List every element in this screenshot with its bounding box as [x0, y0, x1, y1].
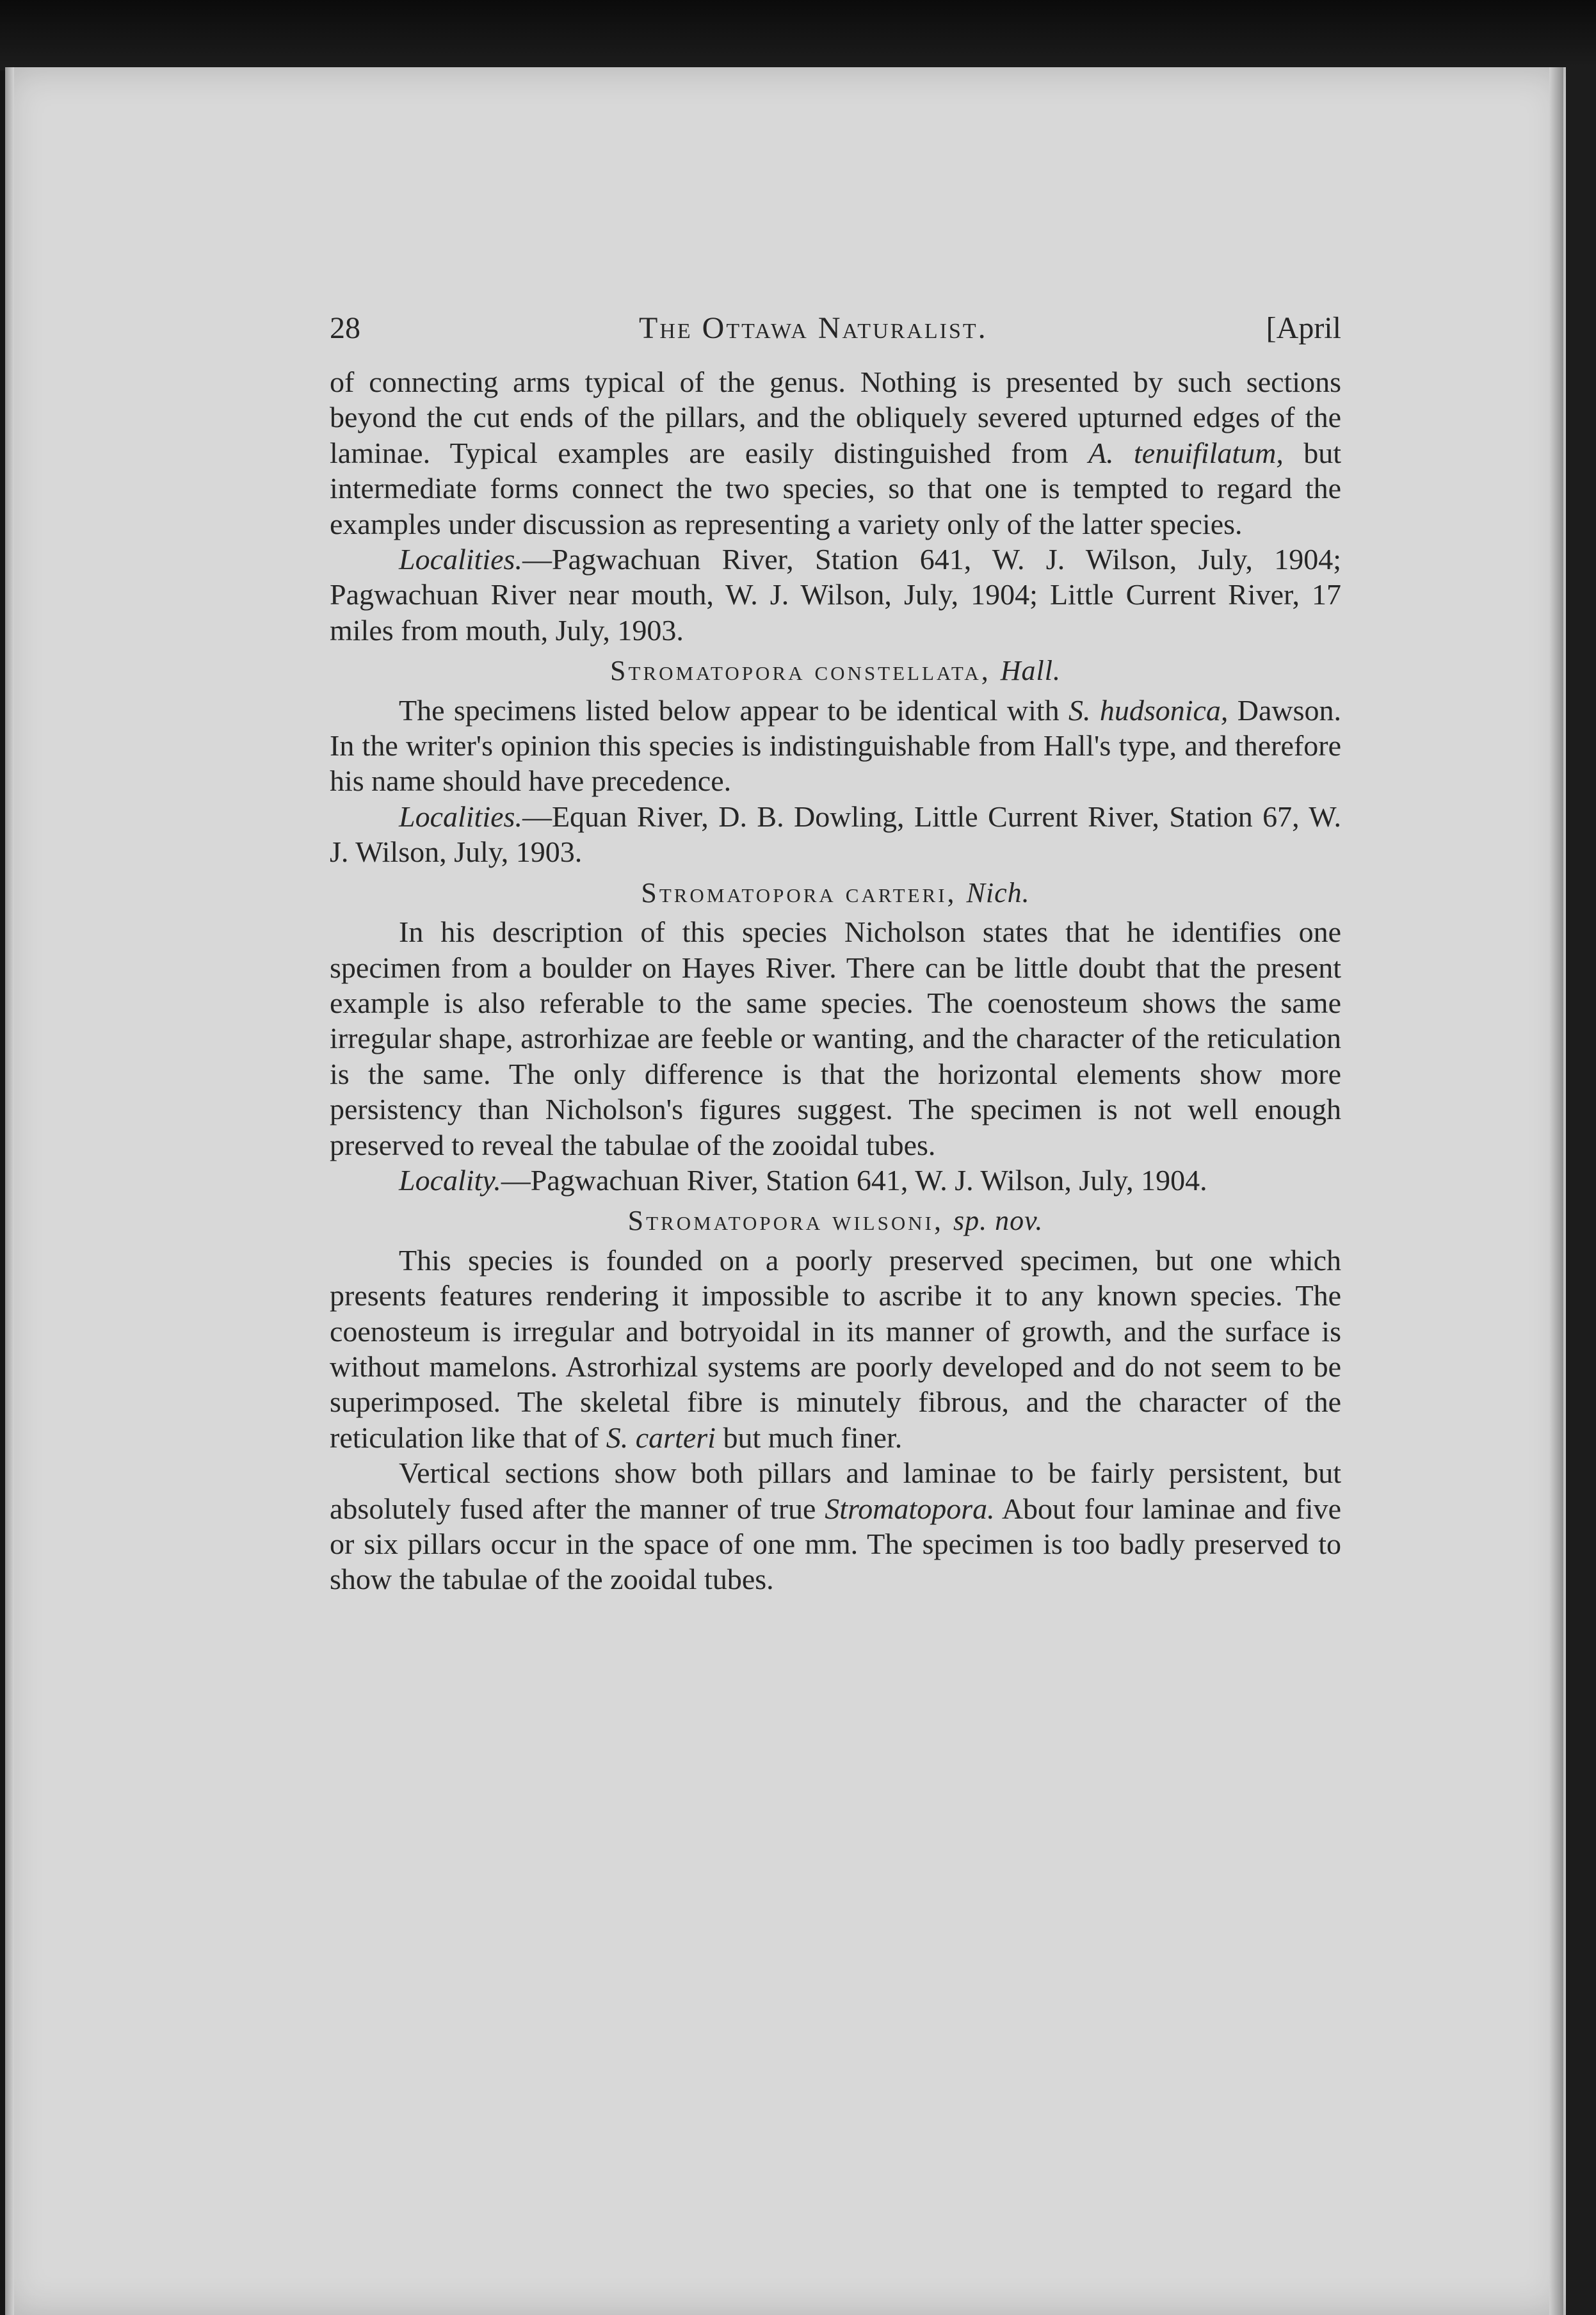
localities-paragraph: Localities.—Equan River, D. B. Dowling, Little Current River, Station 67, W. J. Wilson, July, 1903. — [330, 800, 1341, 869]
localities-paragraph: Localities.—Pagwachuan River, Station 641, W. J. Wilson, July, 1904; Pagwachuan River near mouth, W. J. Wilson, July, 1904; Little Current River, 17 miles from mouth, July, 1903. — [330, 543, 1341, 647]
issue-month: [April — [1266, 311, 1341, 345]
description-paragraph: In his description of this species Nicholson states that he identifies one specimen from a boulder on Hayes River. There can be little doubt that the present example is also referable to the same species. The coenosteum shows the same irregular shape, astrorhizae are feeble or wanting, and the character of the reticulation is the same. The only difference is that the horizontal elements show more persistency than Nicholson's figures suggest. The specimen is not well enough preserved to reveal the tabulae of the zooidal tubes. — [330, 916, 1341, 1161]
page-number: 28 — [330, 311, 360, 345]
species-heading: Stromatopora constellata, Hall. — [610, 655, 1061, 687]
scan-background — [0, 0, 1596, 70]
journal-title: The Ottawa Naturalist. — [639, 311, 988, 345]
localities-label: Localities. — [399, 800, 522, 833]
species-name: A. tenuifilatum, — [1088, 436, 1284, 469]
genus-name: Stromatopora. — [825, 1492, 995, 1525]
page-edge-shadow-left — [5, 67, 14, 2315]
localities-label: Localities. — [399, 543, 522, 576]
running-head — [330, 311, 1341, 364]
page-edge-shadow-right — [1549, 67, 1563, 2315]
species-name: S. carteri — [606, 1421, 716, 1454]
scan-margin-right — [1566, 67, 1596, 2315]
locality-label: Locality. — [399, 1163, 501, 1197]
description-paragraph: Vertical sections show both pillars and laminae to be fairly persistent, but absolutely fused after the manner of true Stromatopora. About four laminae and five or six pillars occur in the space of one mm. The specimen is too badly preserved to show the tabulae of the zooidal tubes. — [330, 1456, 1342, 1596]
description-paragraph: This species is founded on a poorly preserved specimen, but one which presents features rendering it impossible to ascribe it to any known species. The coenosteum is irregular and botryoidal in its manner of growth, and the surface is without mamelons. Astrorhizal systems are poorly developed and do not seem to be superimposed. The skeletal fibre is minutely fibrous, and the character of the reticulation like that of S. carteri but much finer. — [330, 1243, 1341, 1454]
paragraph-continuation: of connecting arms typical of the genus. Nothing is presented by such sections beyond the cut ends of the pillars, and the obliquely severed upturned edges of the laminae. Typical examples are easily distinguished from A. tenuifilatum, but intermediate forms connect the two species, so that one is tempted to regard the examples under discussion as representing a variety only of the latter species. — [330, 366, 1342, 540]
page-content — [330, 311, 1341, 1597]
species-heading: Stromatopora carteri, Nich. — [641, 876, 1030, 908]
description-paragraph: The specimens listed below appear to be identical with S. hudsonica, Dawson. In the writer's opinion this species is indistinguishable from Hall's type, and therefore his name should have precedence. — [330, 693, 1341, 798]
locality-paragraph: Locality.—Pagwachuan River, Station 641, W. J. Wilson, July, 1904. — [399, 1163, 1207, 1197]
species-name: S. hudsonica, — [1068, 693, 1229, 727]
species-heading: Stromatopora wilsoni, sp. nov. — [627, 1205, 1044, 1237]
